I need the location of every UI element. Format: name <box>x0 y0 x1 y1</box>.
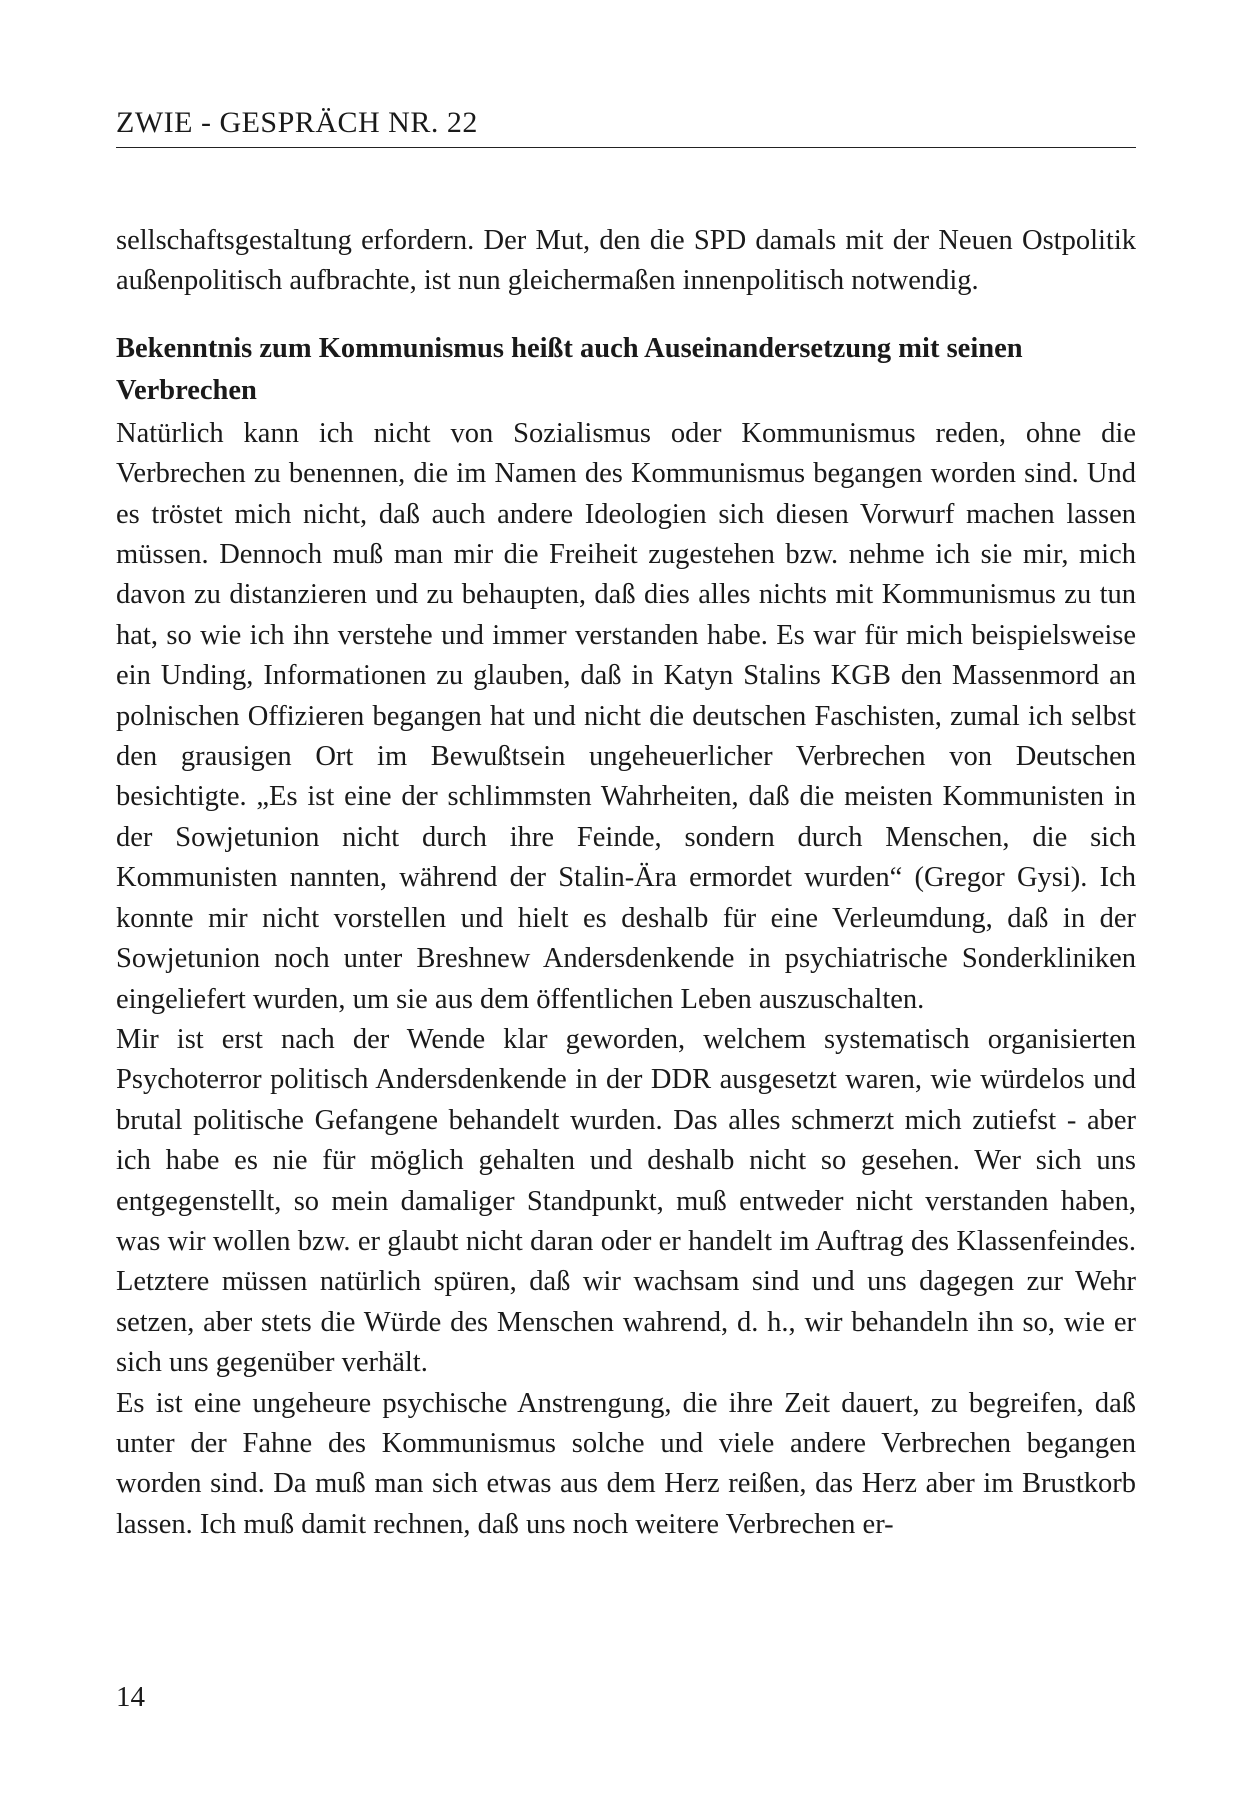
document-page <box>116 0 1136 1806</box>
paragraph: Natürlich kann ich nicht von Sozialismus oder Kommunismus reden, ohne die Verbrechen zu benennen, die im Namen des Kommunismus begangen worden sind. Und es tröstet mich nicht, daß auch andere Ideologien sich diesen Vorwurf machen lassen müssen. Dennoch muß man mir die Freiheit zugestehen bzw. nehme ich sie mir, mich davon zu distanzieren und zu behaupten, daß dies alles nichts mit Kommunismus zu tun hat, so wie ich ihn verstehe und immer verstanden habe. Es war für mich beispielsweise ein Unding, Informationen zu glauben, daß in Katyn Stalins KGB den Massenmord an polnischen Offizieren begangen hat und nicht die deutschen Faschisten, zumal ich selbst den grausigen Ort im Bewußtsein ungeheuerlicher Verbrechen von Deutschen besichtigte. „Es ist eine der schlimmsten Wahrheiten, daß die meisten Kommunisten in der Sowjetunion nicht durch ihre Feinde, sondern durch Menschen, die sich Kommunisten nannten, während der Stalin-Ära ermordet wurden“ (Gregor Gysi). Ich konnte mir nicht vorstellen und hielt es deshalb für eine Verleumdung, daß in der Sowjetunion noch unter Breshnew Andersdenkende in psychiatrische Sonderkliniken eingeliefert wurden, um sie aus dem öffentlichen Leben auszuschalten. <box>116 417 1136 1015</box>
paragraph: sellschaftsgestaltung erfordern. Der Mut, den die SPD damals mit der Neuen Ostpolitik außenpolitisch aufbrachte, ist nun gleichermaßen innenpolitisch notwendig. <box>116 225 1136 297</box>
running-header-title: ZWIE - GESPRÄCH NR. 22 <box>116 106 478 139</box>
body-text <box>116 221 1136 1545</box>
section-heading: Bekenntnis zum Kommunismus heißt auch Auseinandersetzung mit seinen Verbrechen <box>116 332 1023 406</box>
paragraph: Es ist eine ungeheure psychische Anstrengung, die ihre Zeit dauert, zu begreifen, daß unter der Fahne des Kommunismus solche und viele andere Verbrechen begangen worden sind. Da muß man sich etwas aus dem Herz reißen, das Herz aber im Brustkorb lassen. Ich muß damit rechnen, daß uns noch weitere Verbrechen er- <box>116 1387 1136 1540</box>
header-rule <box>116 147 1136 148</box>
page-number: 14 <box>116 1681 145 1713</box>
paragraph: Mir ist erst nach der Wende klar geworden, welchem systematisch organisierten Psychoterror politisch Andersdenkende in der DDR ausgesetzt waren, wie würdelos und brutal politische Gefangene behandelt wurden. Das alles schmerzt mich zutiefst - aber ich habe es nie für möglich gehalten und deshalb nicht so gesehen. Wer sich uns entgegenstellt, so mein damaliger Standpunkt, muß entweder nicht verstanden haben, was wir wollen bzw. er glaubt nicht daran oder er handelt im Auftrag des Klassenfeindes. Letztere müssen natürlich spüren, daß wir wachsam sind und uns dagegen zur Wehr setzen, aber stets die Würde des Menschen wahrend, d. h., wir behandeln ihn so, wie er sich uns gegenüber verhält. <box>116 1023 1136 1379</box>
